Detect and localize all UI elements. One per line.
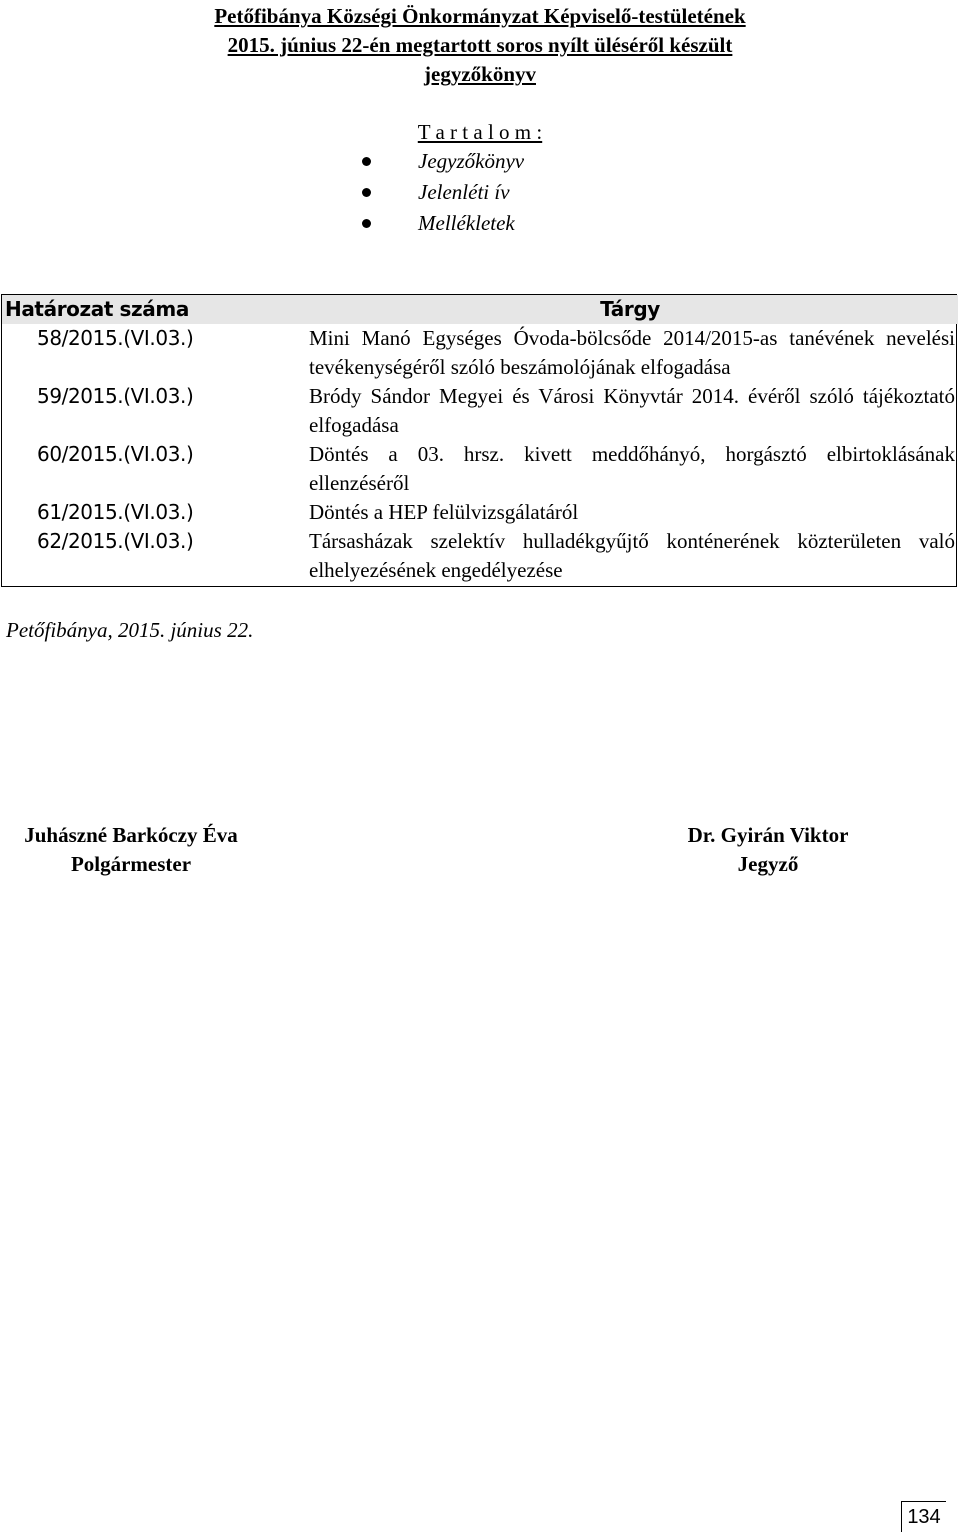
decision-number: 61/2015.(VI.03.) [37, 500, 194, 524]
toc-item-label: Jegyzőkönyv [418, 149, 525, 173]
column-header-number: Határozat száma [2, 295, 302, 324]
toc-list [360, 146, 524, 239]
table-row [2, 324, 958, 382]
table-row [2, 440, 958, 498]
table-row [2, 382, 958, 440]
title-line-3: jegyzőkönyv [424, 62, 536, 86]
toc-item [360, 177, 524, 208]
signer-title: Jegyző [737, 852, 799, 876]
table-row [2, 498, 958, 527]
decision-number: 59/2015.(VI.03.) [37, 384, 194, 408]
decision-number: 60/2015.(VI.03.) [37, 442, 194, 466]
decision-subject: Mini Manó Egységes Óvoda-bölcsőde 2014/2015-as tanévének nevelési tevékenységéről szóló beszámolójának elfogadása [309, 326, 955, 379]
decision-number: 58/2015.(VI.03.) [37, 326, 194, 350]
signer-name: Dr. Gyirán Viktor [687, 823, 849, 847]
toc-item [360, 146, 524, 177]
page-number: 134 [901, 1501, 946, 1532]
place-date: Petőfibánya, 2015. június 22. [6, 618, 254, 642]
decision-subject: Társasházak szelektív hulladékgyűjtő konténerének közterületen való elhelyezésének engedélyezése [309, 529, 955, 582]
bullet-icon [362, 157, 371, 166]
toc-item [360, 208, 524, 239]
signature-notary [658, 821, 878, 879]
toc-item-label: Jelenléti ív [418, 180, 510, 204]
signer-name: Juhászné Barkóczy Éva [24, 823, 238, 847]
decision-subject: Döntés a 03. hrsz. kivett meddőhányó, horgásztó elbirtoklásának ellenzéséről [309, 442, 955, 495]
decision-number: 62/2015.(VI.03.) [37, 529, 194, 553]
toc-item-label: Mellékletek [418, 211, 515, 235]
decisions-table [2, 295, 958, 585]
toc-heading: T a r t a l o m : [417, 120, 543, 144]
signature-mayor [2, 821, 260, 879]
document-title [0, 2, 960, 89]
bullet-icon [362, 188, 371, 197]
bullet-icon [362, 219, 371, 228]
title-line-2: 2015. június 22-én megtartott soros nyílt üléséről készült [227, 33, 733, 57]
signer-title: Polgármester [70, 852, 192, 876]
decision-subject: Bródy Sándor Megyei és Városi Könyvtár 2014. évéről szóló tájékoztató elfogadása [309, 384, 955, 437]
title-line-1: Petőfibánya Községi Önkormányzat Képviselő-testületének [214, 4, 746, 28]
table-header-row [2, 295, 958, 324]
decision-subject: Döntés a HEP felülvizsgálatáról [309, 500, 579, 524]
table-row [2, 527, 958, 585]
column-header-subject: Tárgy [302, 295, 958, 324]
